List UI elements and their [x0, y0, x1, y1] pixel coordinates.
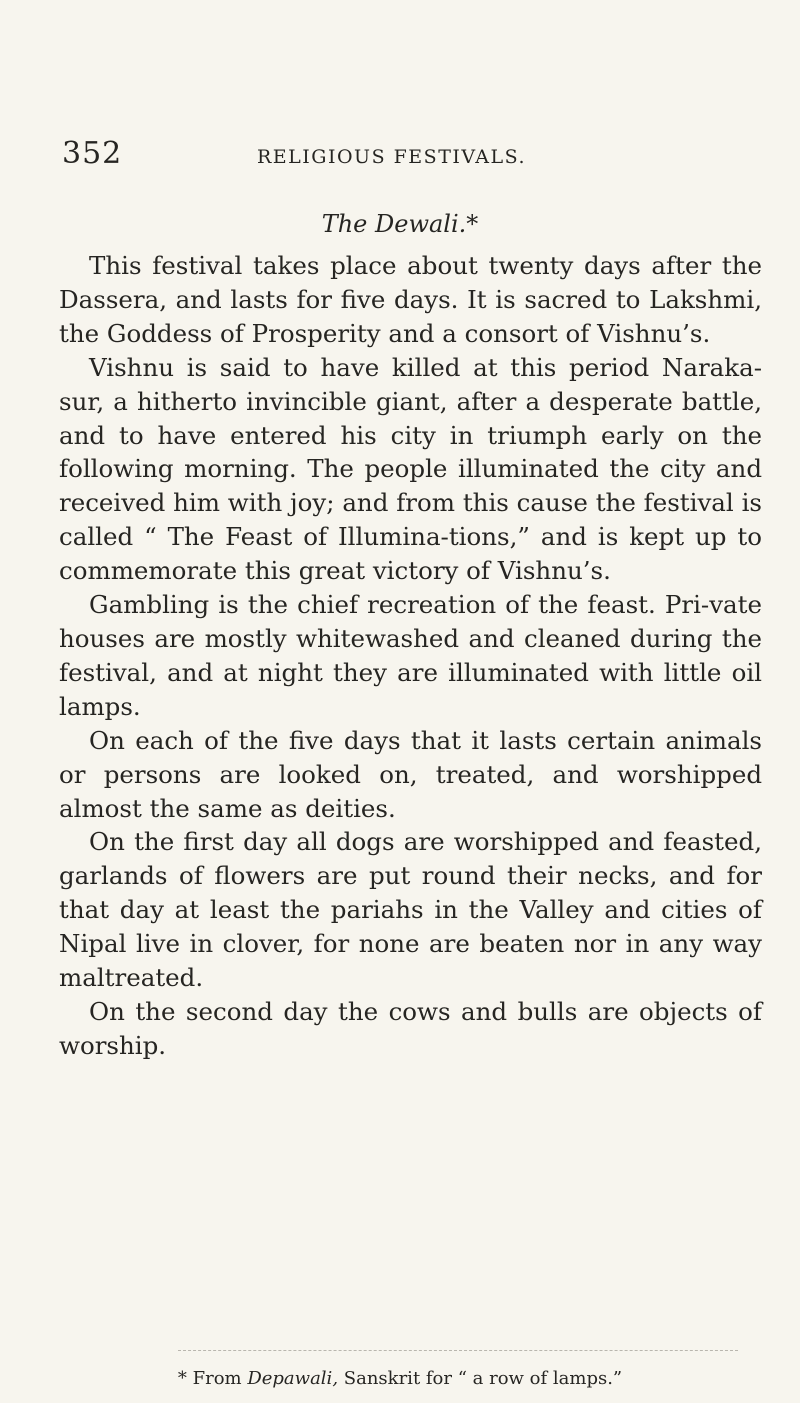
- paragraph: Gambling is the chief recreation of the feast. Pri-vate houses are mostly whitewashed and cleaned during the festival, and at night they are illuminated with little oil lamps.: [59, 590, 762, 721]
- paragraph: Vishnu is said to have killed at this period Naraka-sur, a hitherto invincible giant, after a desperate battle, and to have entered his city in triumph early on the following morning. The people illuminated the city and received him with joy; and from this cause the festival is called “ The Feast of Illumina-tions,” and is kept up to commemorate this great victory of Vishnu’s.: [59, 352, 762, 586]
- running-head: [62, 136, 752, 176]
- footnote-term: Depawali,: [247, 1368, 339, 1389]
- body-text: [59, 249, 762, 1063]
- running-title: RELIGIOUS FESTIVALS.: [257, 146, 527, 168]
- paragraph: This festival takes place about twenty days after the Dassera, and lasts for five days. It is sacred to Lakshmi, the Goddess of Prosperity and a consort of Vishnu’s.: [59, 251, 762, 348]
- page-number: 352: [62, 136, 123, 171]
- footnote-marker: *: [177, 1368, 187, 1389]
- paragraph: On the second day the cows and bulls are objects of worship.: [59, 996, 762, 1060]
- paragraph: On the first day all dogs are worshipped and feasted, garlands of flowers are put round their necks, and for that day at least the pariahs in the Valley and cities of Nipal live in clover, for none are beaten nor in any way maltreated.: [59, 827, 762, 993]
- footnote-prefix: From: [192, 1368, 242, 1389]
- footnote: [0, 1368, 800, 1389]
- footnote-divider: [178, 1350, 738, 1351]
- section-title: The Dewali.*: [321, 210, 479, 238]
- paragraph: On each of the five days that it lasts certain animals or persons are looked on, treated, and worshipped almost the same as deities.: [59, 725, 762, 823]
- footnote-suffix: Sanskrit for “ a row of lamps.”: [343, 1368, 623, 1389]
